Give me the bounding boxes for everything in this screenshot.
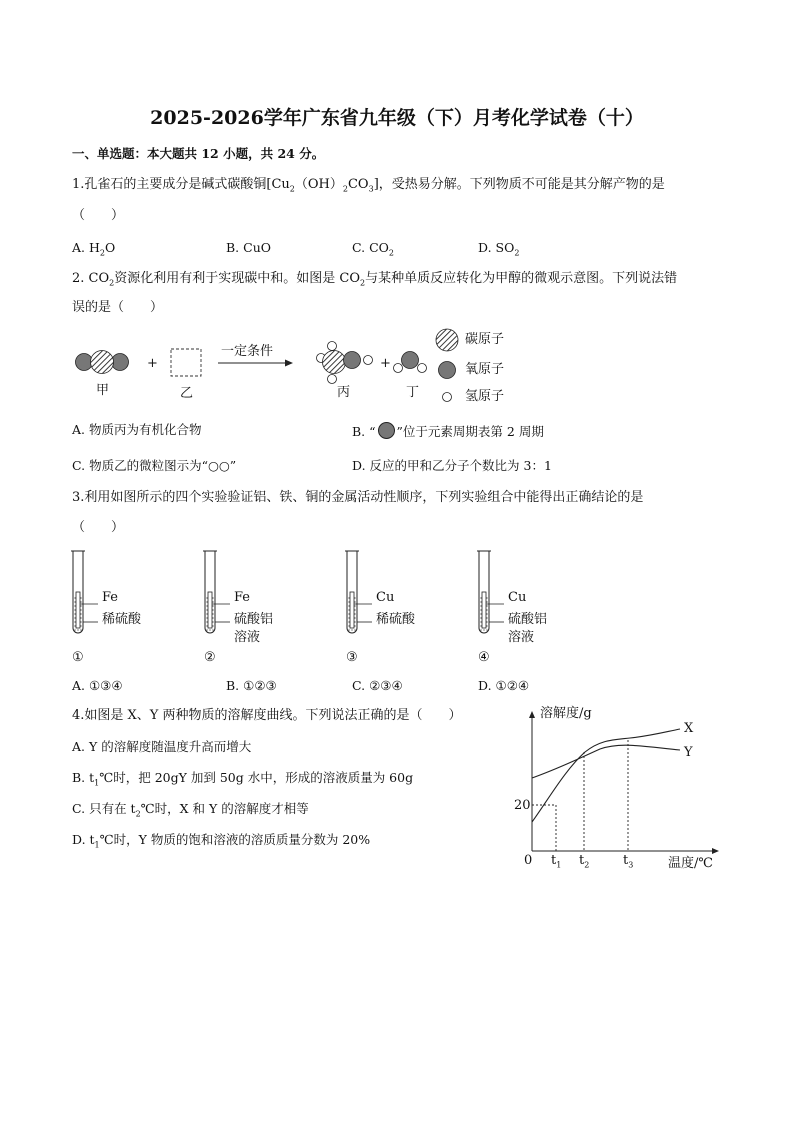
q2-option-d[interactable]: D. 反应的甲和乙分子个数比为 3：1 <box>352 458 552 473</box>
q2-stem-line2: 误的是（ ） <box>72 300 164 315</box>
section-header: 一、单选题：本大题共 12 小题，共 24 分。 <box>72 146 325 161</box>
q2-option-b[interactable]: B. “ ”位于元素周期表第 2 周期 <box>352 424 544 439</box>
q2-stem: 2. $CO_2$资源化利用有利于实现碳中和。如图是 $CO_2$与某种单质反应转化为甲醇的微观示意图。下列说法错 <box>72 271 678 288</box>
legend-oxygen-icon <box>439 362 456 379</box>
q1-option-d[interactable]: D. $SO_2$ <box>478 240 520 258</box>
q1-option-c[interactable]: C. $CO_2$ <box>352 240 394 258</box>
tube-solution-label: 硫酸铝 <box>508 612 548 627</box>
tube-solution-label: 稀硫酸 <box>376 612 416 627</box>
q1-option-b[interactable]: B. CuO <box>226 240 271 255</box>
tube-solution-label-2: 溶液 <box>508 630 535 645</box>
chart-xlabel: 温度/℃ <box>668 856 713 871</box>
tube-metal-label: Fe <box>102 590 119 605</box>
legend-carbon-label: 碳原子 <box>465 332 505 347</box>
chart-origin: 0 <box>524 853 533 868</box>
tube-metal-label: Cu <box>376 590 395 605</box>
tube-number: ④ <box>478 650 490 665</box>
chart-tick-t3: $t_3$ <box>623 853 634 870</box>
q4-stem: 4.如图是 X、Y 两种物质的溶解度曲线。下列说法正确的是（ ） <box>72 708 462 723</box>
q4-option-d[interactable]: D. $t_1℃$时，Y 物质的饱和溶液的溶质质量分数为 20% <box>72 832 371 850</box>
legend-carbon-icon <box>436 329 458 351</box>
tube-number: ① <box>72 650 84 665</box>
water-molecule <box>394 352 427 373</box>
tube-metal-label: Cu <box>508 590 527 605</box>
test-tube-3 <box>345 551 372 633</box>
page-title: 2025-2026学年广东省九年级（下）月考化学试卷（十） <box>150 107 644 129</box>
tube-number: ② <box>204 650 216 665</box>
series-label-x: X <box>684 721 694 736</box>
chart-tick-t2: $t_2$ <box>579 853 590 870</box>
legend-hydrogen-label: 氢原子 <box>465 389 505 404</box>
legend-oxygen-label: 氧原子 <box>465 362 505 377</box>
test-tube-1 <box>71 551 98 633</box>
q2-option-c[interactable]: C. 物质乙的微粒图示为“○○” <box>72 458 237 473</box>
methanol-molecule <box>317 342 373 384</box>
q1-option-a[interactable]: A. $H_2O$ <box>72 240 116 258</box>
chart-ylabel: 溶解度/g <box>540 706 592 721</box>
chart-tick-t1: $t_1$ <box>551 853 562 870</box>
q1-answer-bracket: （ ） <box>72 208 125 223</box>
label-ding: 丁 <box>406 385 420 400</box>
q3-option-b[interactable]: B. ①②③ <box>226 678 277 693</box>
reaction-condition: 一定条件 <box>221 344 274 359</box>
test-tube-4 <box>477 551 504 633</box>
tube-solution-label: 稀硫酸 <box>102 612 142 627</box>
label-bing: 丙 <box>337 385 351 400</box>
chart-y-tick-20: 20 <box>514 798 531 813</box>
oxygen-atom-icon <box>378 422 395 439</box>
q4-option-b[interactable]: B. $t_1℃$时，把 20gY 加到 50g 水中，形成的溶液质量为 60g <box>72 770 414 788</box>
q2-option-a[interactable]: A. 物质丙为有机化合物 <box>72 422 202 437</box>
q4-option-a[interactable]: A. Y 的溶解度随温度升高而增大 <box>72 739 252 754</box>
tube-number: ③ <box>346 650 358 665</box>
label-yi: 乙 <box>180 386 194 401</box>
curve-x <box>532 729 680 822</box>
plus-sign-2: + <box>380 356 391 371</box>
label-jia: 甲 <box>96 383 110 398</box>
q3-option-c[interactable]: C. ②③④ <box>352 678 403 693</box>
q4-option-c[interactable]: C. 只有在 $t_2℃$时，X 和 Y 的溶解度才相等 <box>72 801 309 819</box>
curve-y <box>532 745 680 778</box>
q1-stem: 1.孔雀石的主要成分是碱式碳酸铜$[Cu_2(OH)_2CO_3]$，受热易分解。下列物质不可能是其分解产物的是 <box>72 177 665 194</box>
q3-option-a[interactable]: A. ①③④ <box>72 678 123 693</box>
unknown-reactant-box <box>171 349 201 376</box>
tube-solution-label: 硫酸铝 <box>234 612 274 627</box>
tube-solution-label-2: 溶液 <box>234 630 261 645</box>
q3-option-d[interactable]: D. ①②④ <box>478 678 530 693</box>
test-tube-2 <box>203 551 230 633</box>
tube-metal-label: Fe <box>234 590 251 605</box>
co2-molecule <box>76 351 129 374</box>
plus-sign-1: + <box>147 356 158 371</box>
series-label-y: Y <box>684 745 693 760</box>
legend-hydrogen-icon <box>443 393 452 402</box>
q3-stem: 3.利用如图所示的四个实验验证铝、铁、铜的金属活动性顺序，下列实验组合中能得出正确结论的是 <box>72 490 644 505</box>
q3-answer-bracket: （ ） <box>72 520 125 535</box>
